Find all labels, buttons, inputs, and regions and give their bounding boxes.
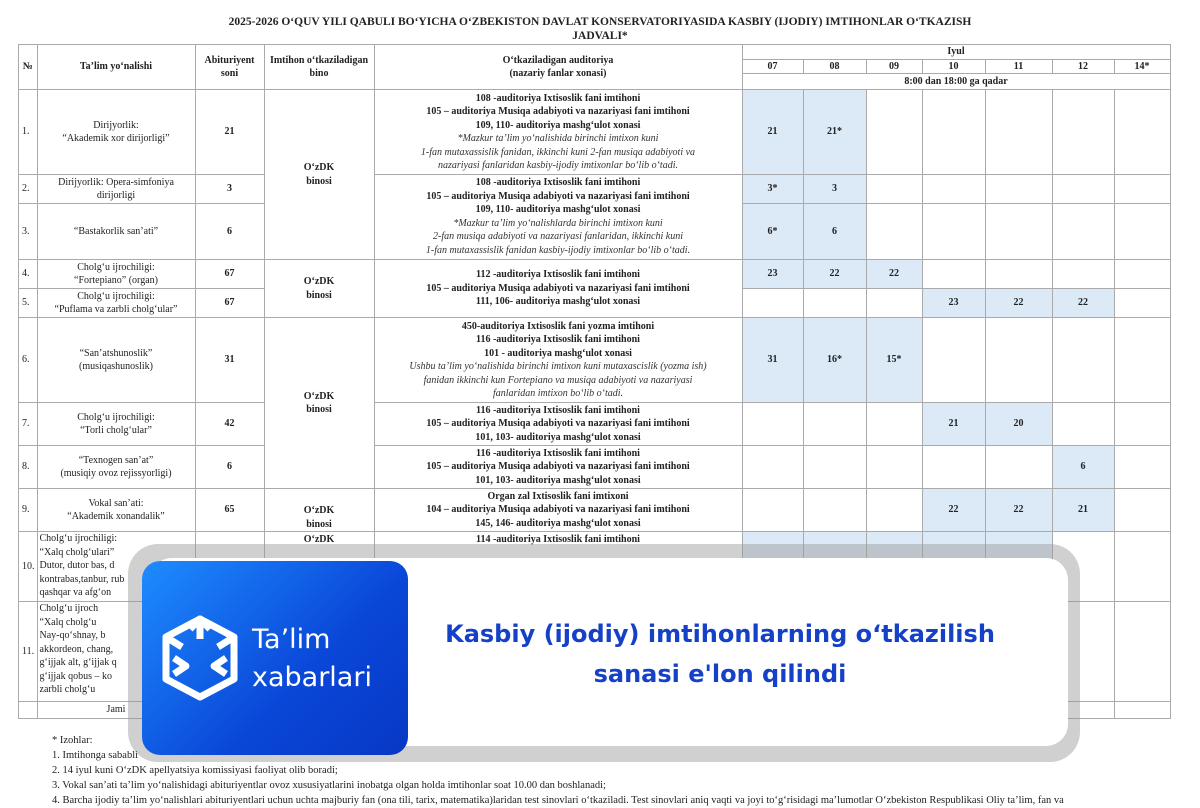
total-label: Jami — [37, 702, 195, 719]
direction-cell: Dirijyorlik: Opera-simfoniya dirijorligi — [37, 175, 195, 204]
applicant-count: 67 — [195, 260, 264, 289]
day-cell — [985, 260, 1052, 289]
day-cell — [803, 489, 866, 532]
day-cell — [866, 175, 922, 204]
applicant-count: 6 — [195, 446, 264, 489]
day-cell — [922, 446, 985, 489]
day-cell — [985, 90, 1052, 175]
header-applicants: Abituriyent soni — [195, 45, 264, 90]
header-day: 09 — [866, 59, 922, 74]
direction-cell: “San’atshunoslik” (musiqashunoslik) — [37, 318, 195, 403]
row-number: 10. — [19, 532, 38, 602]
direction-cell: Cholg‘u ijrochiligi: “Puflama va zarbli cholg‘ular” — [37, 289, 195, 318]
table-row — [19, 90, 1171, 175]
row-number: 6. — [19, 318, 38, 403]
day-cell — [803, 446, 866, 489]
document-title: 2025-2026 O‘QUV YILI QABULI BO‘YICHA O‘ZBEKISTON DAVLAT KONSERVATORIYASIDA KASBIY (IJODIY) IMTIHONLAR O‘TKAZISH JADVALI* — [228, 16, 972, 42]
table-row — [19, 489, 1171, 532]
building-cell: O‘zDK binosi — [264, 489, 374, 532]
table-row — [19, 175, 1171, 204]
table-row — [19, 446, 1171, 489]
row-number: 5. — [19, 289, 38, 318]
day-cell — [985, 175, 1052, 204]
day-cell — [803, 289, 866, 318]
day-cell: 22 — [1052, 289, 1114, 318]
direction-cell: Cholg‘u ijroch “Xalq cholg‘u Nay-qo‘shnay, b akkordeon, chang, g‘ijjak alt, g‘ijjak q g‘ijjak qobus – ko zarbli cholg‘u — [37, 602, 195, 702]
row-number: 3. — [19, 204, 38, 260]
table-row — [19, 260, 1171, 289]
building-cell: O‘zDK — [264, 532, 374, 602]
header-room: O‘tkaziladigan auditoriya (nazariy fanlar xonasi) — [374, 45, 742, 90]
room-cell: 112 -auditoriya Ixtisoslik fani imtihoni 105 – auditoriya Musiqa adabiyoti va nazariyasi fani imtihoni 111, 106- auditoriya mashg‘ulot xonasi — [374, 260, 742, 318]
header-day: 10 — [922, 59, 985, 74]
room-cell: 108 -auditoriya Ixtisoslik fani imtihoni 105 – auditoriya Musiqa adabiyoti va nazariyasi fani imtihoni 109, 110- auditoriya mashg‘ulot xonasi *Mazkur ta’lim yo‘nalishlarda birinchi imtixon kuni 2-fan musiqa adabiyoti va nazariyasi fanlaridan, ikkinchi kuni 1-fan mutaxassislik fanidan kasbiy-ijodiy imtixonlar bo‘lib o‘tadi. — [374, 175, 742, 260]
direction-cell: Vokal san’ati: “Akademik xonandalik” — [37, 489, 195, 532]
header-day: 08 — [803, 59, 866, 74]
day-cell — [1114, 489, 1170, 532]
brand-name-line2: xabarlari — [252, 662, 372, 693]
headline: Kasbiy (ijodiy) imtihonlarning o‘tkazilish sanasi e'lon qilindi — [445, 620, 995, 688]
day-cell: 3* — [742, 175, 803, 204]
building-cell: O‘zDK binosi — [264, 318, 374, 489]
day-cell — [742, 489, 803, 532]
day-cell: 6 — [803, 204, 866, 260]
table-row — [19, 318, 1171, 403]
day-cell — [1114, 260, 1170, 289]
notes: * Izohlar: 1. Imtihonga sababli 2. 14 iyul kuni O‘zDK apellyatsiya komissiyasi faoliyat olib boradi; 3. Vokal san’ati ta’lim yo‘nalishidagi abituriyentlar ovoz xususiyatlarini inobatga olgan holda imtihonlar soat 10.00 dan boshlanadi; 4. Barcha ijodiy ta’lim yo‘nalishlari abituriyentlari uchun uchta majburiy fan (ona tili, tarix, matematika)laridan test sinovlari o‘tkaziladi. Test sinovlari aniq vaqti va joyi to‘g‘risidagi ma’lumotlar O‘zbekiston Respublikasi Oliy ta’lim, fan va — [52, 735, 1064, 806]
applicant-count: 6 — [195, 204, 264, 260]
day-cell — [866, 489, 922, 532]
header-no: № — [19, 45, 38, 90]
day-cell — [1114, 289, 1170, 318]
day-cell — [803, 403, 866, 446]
header-day: 14* — [1114, 59, 1170, 74]
day-cell: 22 — [866, 260, 922, 289]
row-number: 8. — [19, 446, 38, 489]
row-number: 7. — [19, 403, 38, 446]
applicant-count: 3 — [195, 175, 264, 204]
day-cell: 6* — [742, 204, 803, 260]
day-cell: 23 — [742, 260, 803, 289]
day-cell — [1052, 204, 1114, 260]
day-cell — [866, 90, 922, 175]
row-number: 2. — [19, 175, 38, 204]
day-cell: 21 — [922, 403, 985, 446]
cube-logo-icon — [160, 613, 240, 703]
applicant-count: 31 — [195, 318, 264, 403]
day-cell — [742, 289, 803, 318]
building-cell: O‘zDK binosi — [264, 90, 374, 260]
day-cell — [1052, 403, 1114, 446]
brand-logo — [142, 561, 408, 755]
day-cell — [1052, 260, 1114, 289]
day-cell — [1114, 318, 1170, 403]
day-cell — [985, 318, 1052, 403]
day-cell — [866, 403, 922, 446]
day-cell: 31 — [742, 318, 803, 403]
day-cell: 15* — [866, 318, 922, 403]
day-cell — [1114, 602, 1170, 702]
day-cell: 21* — [803, 90, 866, 175]
row-number: 4. — [19, 260, 38, 289]
row-number: 11. — [19, 602, 38, 702]
room-cell: 450-auditoriya Ixtisoslik fani yozma imtihoni 116 -auditoriya Ixtisoslik fani imtihoni 101 - auditoriya mashg‘ulot xonasi Ushbu ta’lim yo‘nalishida birinchi imtixon kuni mutaxascislik (yozma ish) fanidan ikkinchi kun Fortepiano va musiqa adabiyoti va nazariyasi fanlaridan imtixon bo‘lib o‘tadi. — [374, 318, 742, 403]
day-cell: 20 — [985, 403, 1052, 446]
day-cell: 22 — [985, 489, 1052, 532]
day-cell — [985, 446, 1052, 489]
direction-cell: Cholg‘u ijrochiligi: “Torli cholg‘ular” — [37, 403, 195, 446]
row-number: 9. — [19, 489, 38, 532]
day-cell — [985, 204, 1052, 260]
direction-cell: “Bastakorlik san’ati” — [37, 204, 195, 260]
day-cell — [742, 403, 803, 446]
day-cell — [1114, 403, 1170, 446]
day-cell: 22 — [803, 260, 866, 289]
day-cell — [922, 318, 985, 403]
room-cell: Organ zal Ixtisoslik fani imtixoni 104 – auditoriya Musiqa adabiyoti va nazariyasi fani imtihoni 145, 146- auditoriya mashg‘ulot xonasi — [374, 489, 742, 532]
day-cell: 21 — [1052, 489, 1114, 532]
day-cell — [922, 90, 985, 175]
header-day: 12 — [1052, 59, 1114, 74]
day-cell — [1114, 446, 1170, 489]
day-cell — [742, 446, 803, 489]
day-cell — [1114, 90, 1170, 175]
header-day: 07 — [742, 59, 803, 74]
day-cell: 3 — [803, 175, 866, 204]
day-cell — [1052, 175, 1114, 204]
header-month: Iyul — [742, 45, 1170, 60]
day-cell — [1114, 204, 1170, 260]
room-cell: 116 -auditoriya Ixtisoslik fani imtihoni 105 – auditoriya Musiqa adabiyoti va nazariyasi fani imtihoni 101, 103- auditoriya mashg‘ulot xonasi — [374, 403, 742, 446]
header-time: 8:00 dan 18:00 ga qadar — [742, 74, 1170, 90]
direction-cell: Cholg‘u ijrochiligi: “Xalq cholg‘ulari” Dutor, dutor bas, d kontrabas,tanbur, rub qashqar va afg‘on — [37, 532, 195, 602]
day-cell — [922, 204, 985, 260]
day-cell: 21 — [742, 90, 803, 175]
day-cell — [866, 289, 922, 318]
day-cell: 23 — [922, 289, 985, 318]
room-cell: 114 -auditoriya Ixtisoslik fani imtihoni — [374, 532, 742, 602]
direction-cell: “Texnogen san’at” (musiqiy ovoz rejissyorligi) — [37, 446, 195, 489]
day-cell: 22 — [985, 289, 1052, 318]
applicant-count: 67 — [195, 289, 264, 318]
header-day: 11 — [985, 59, 1052, 74]
room-cell: 116 -auditoriya Ixtisoslik fani imtihoni 105 – auditoriya Musiqa adabiyoti va nazariyasi fani imtihoni 101, 103- auditoriya mashg‘ulot xonasi — [374, 446, 742, 489]
building-cell: O‘zDK binosi — [264, 260, 374, 318]
direction-cell: Cholg‘u ijrochiligi: “Fortepiano” (organ) — [37, 260, 195, 289]
day-cell — [1114, 175, 1170, 204]
applicant-count: 65 — [195, 489, 264, 532]
header-building: Imtihon o‘tkaziladigan bino — [264, 45, 374, 90]
applicant-count: 42 — [195, 403, 264, 446]
day-cell — [1052, 318, 1114, 403]
day-cell — [1114, 532, 1170, 602]
day-cell — [922, 260, 985, 289]
day-cell — [866, 446, 922, 489]
table-row — [19, 403, 1171, 446]
brand-name-line1: Ta’lim — [252, 624, 331, 655]
day-cell: 6 — [1052, 446, 1114, 489]
day-cell — [866, 204, 922, 260]
day-cell: 22 — [922, 489, 985, 532]
applicant-count: 21 — [195, 90, 264, 175]
row-number: 1. — [19, 90, 38, 175]
header-direction: Ta’lim yo‘nalishi — [37, 45, 195, 90]
direction-cell: Dirijyorlik: “Akademik xor dirijorligi” — [37, 90, 195, 175]
day-cell — [922, 175, 985, 204]
day-cell — [1052, 90, 1114, 175]
room-cell: 108 -auditoriya Ixtisoslik fani imtihoni 105 – auditoriya Musiqa adabiyoti va nazariyasi fani imtihoni 109, 110- auditoriya mashg‘ulot xonasi *Mazkur ta’lim yo‘nalishida birinchi imtixon kuni 1-fan mutaxassislik fanidan, ikkinchi kuni 2-fan musiqa adabiyoti va nazariyasi fanlaridan kasbiy-ijodiy imtixonlar bo‘lib o‘tadi. — [374, 90, 742, 175]
day-cell: 16* — [803, 318, 866, 403]
